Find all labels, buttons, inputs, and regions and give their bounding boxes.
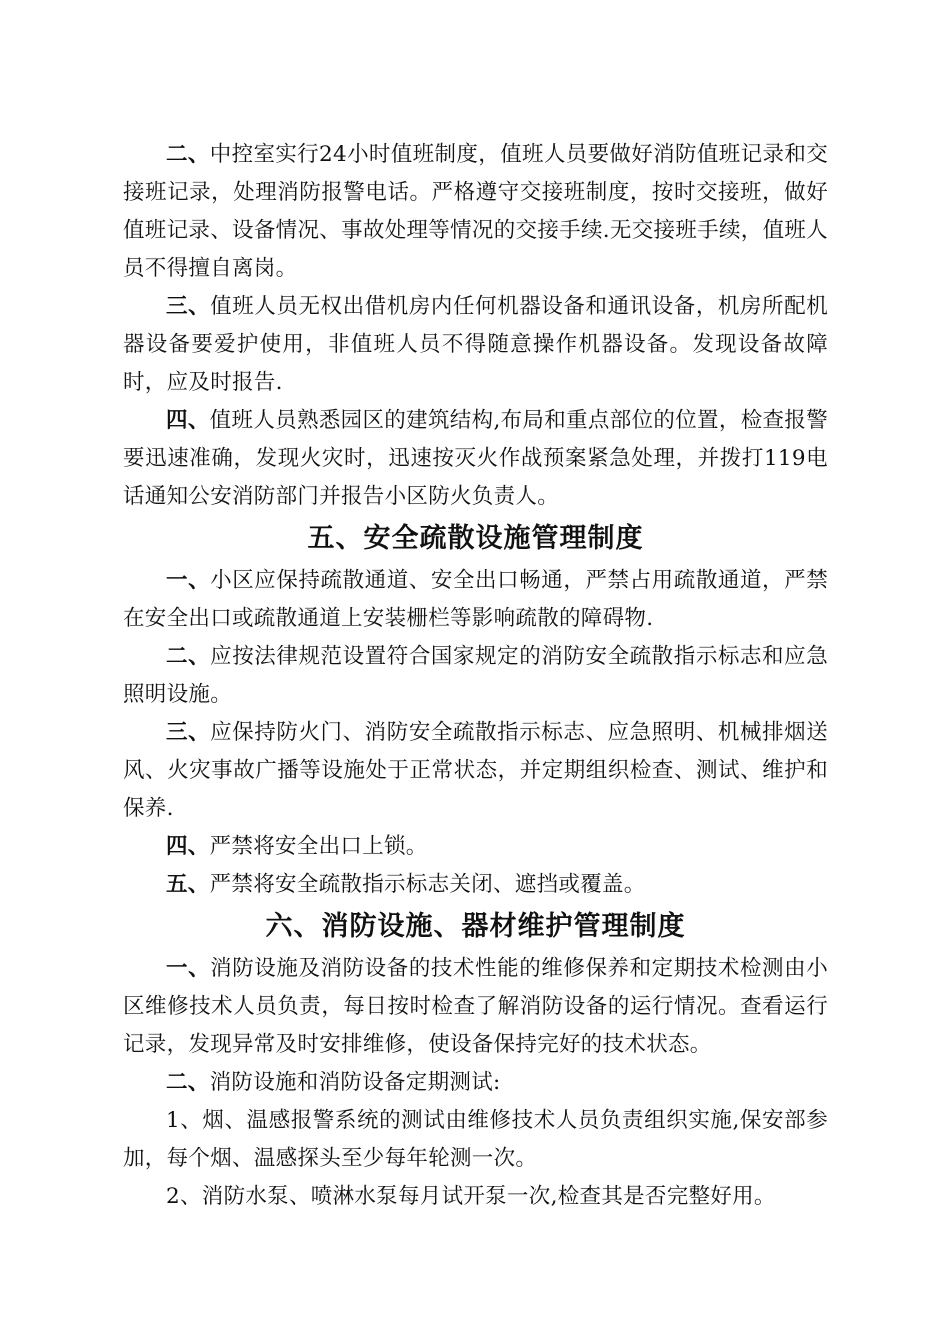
item-number: 二、 xyxy=(166,142,210,167)
paragraph-text: 应保持防火门、消防安全疏散指示标志、应急照明、机械排烟送风、火灾事故广播等设施处于正常状态，并定期组织检查、测试、维护和保养. xyxy=(123,720,828,821)
paragraph-s5-2 xyxy=(123,638,828,714)
paragraph-s5-5 xyxy=(123,866,828,904)
paragraph-s5-4 xyxy=(123,828,828,866)
item-number: 四、 xyxy=(166,834,210,859)
paragraph-text: 小区应保持疏散通道、安全出口畅通，严禁占用疏散通道，严禁在安全出口或疏散通道上安装栅栏等影响疏散的障碍物. xyxy=(123,568,828,631)
item-number: 三、 xyxy=(166,294,211,319)
paragraph-s4-3 xyxy=(123,288,828,402)
paragraph-s6-sub-2: 2、消防水泵、喷淋水泵每月试开泵一次,检查其是否完整好用。 xyxy=(166,1184,776,1209)
paragraph-s6-1 xyxy=(123,950,828,1064)
paragraph-text: 值班人员无权出借机房内任何机器设备和通讯设备，机房所配机器设备要爱护使用，非值班人员不得随意操作机器设备。发现设备故障时，应及时报告. xyxy=(123,294,828,395)
paragraph-text: 中控室实行24小时值班制度，值班人员要做好消防值班记录和交接班记录，处理消防报警电话。严格遵守交接班制度，按时交接班，做好值班记录、设备情况、事故处理等情况的交接手续.无交接班手续，值班人员不得擅自离岗。 xyxy=(123,142,828,281)
paragraph-text: 消防设施及消防设备的技术性能的维修保养和定期技术检测由小区维修技术人员负责，每日按时检查了解消防设备的运行情况。查看运行记录，发现异常及时安排维修，使设备保持完好的技术状态。 xyxy=(123,956,828,1057)
item-number: 五、 xyxy=(166,872,210,897)
section-heading-5: 五、安全疏散设施管理制度 xyxy=(307,523,644,554)
item-number: 二、 xyxy=(166,1070,210,1095)
item-number: 一、 xyxy=(166,568,211,593)
paragraph-s6-sub-1: 1、烟、温感报警系统的测试由维修技术人员负责组织实施,保安部参加，每个烟、温感探头至少每年轮测一次。 xyxy=(123,1108,828,1171)
paragraph-text: 应按法律规范设置符合国家规定的消防安全疏散指示标志和应急照明设施。 xyxy=(123,644,828,707)
item-number: 三、 xyxy=(166,720,211,745)
paragraph-text: 消防设施和消防设备定期测试: xyxy=(209,1070,501,1095)
document-page xyxy=(123,136,828,1216)
paragraph-text: 值班人员熟悉园区的建筑结构,布局和重点部位的位置，检查报警要迅速准确，发现火灾时，迅速按灭火作战预案紧急处理，并拨打119电话通知公安消防部门并报告小区防火负责人。 xyxy=(123,408,828,509)
item-number: 一、 xyxy=(166,956,211,981)
paragraph-s4-4 xyxy=(123,402,828,516)
item-number: 四、 xyxy=(166,408,210,433)
paragraph-text: 严禁将安全疏散指示标志关闭、遮挡或覆盖。 xyxy=(209,872,646,897)
paragraph-s5-1 xyxy=(123,562,828,638)
paragraph-s4-2 xyxy=(123,136,828,288)
paragraph-s5-3 xyxy=(123,714,828,828)
paragraph-s6-2 xyxy=(123,1064,828,1102)
section-heading-6: 六、消防设施、器材维护管理制度 xyxy=(265,911,686,942)
paragraph-text: 严禁将安全出口上锁。 xyxy=(209,834,428,859)
item-number: 二、 xyxy=(166,644,211,669)
